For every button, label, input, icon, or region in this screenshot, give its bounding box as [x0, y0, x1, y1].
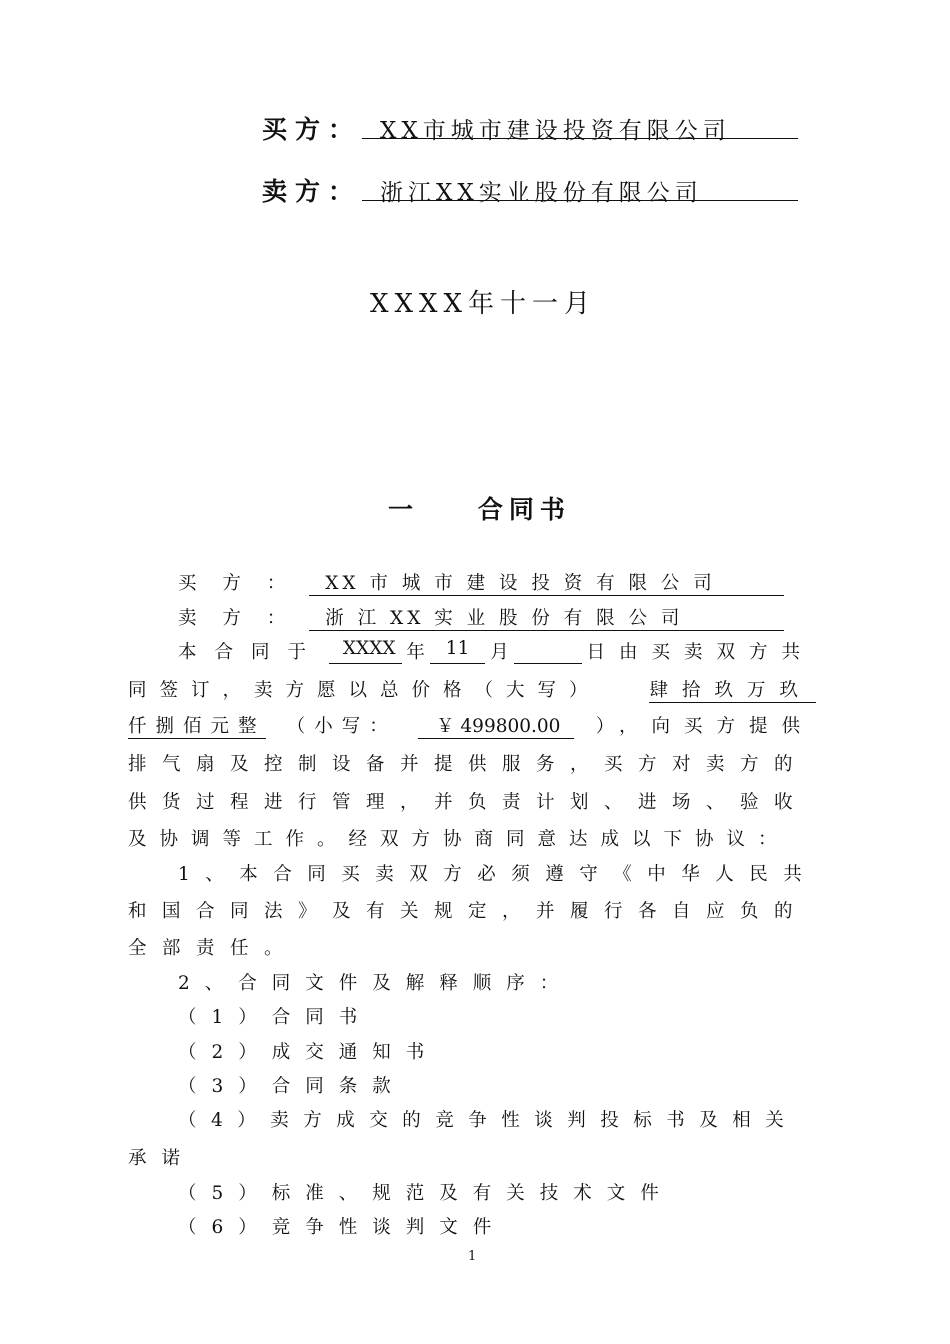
amount-lower: ￥ 499800.00 — [418, 712, 574, 739]
contract-year: XXXX — [329, 638, 402, 664]
body-line6 — [128, 825, 808, 851]
list-item-text: （3）合同条款 — [178, 1076, 406, 1097]
list-item — [178, 1106, 800, 1132]
clause1-text1: 1、本合同买卖双方必须遵守《中华人民共 — [178, 864, 818, 885]
line3-suffix: ），向买方提供 — [595, 716, 814, 737]
line4-text: 排气扇及控制设备并提供服务，买方对卖方的 — [128, 754, 809, 775]
list-item — [178, 1003, 386, 1029]
body-seller-line — [178, 604, 798, 631]
clause1-line2 — [128, 897, 809, 923]
clause1-text3: 全部责任。 — [128, 938, 299, 959]
list-item — [178, 1179, 688, 1205]
list-item-continuation — [128, 1144, 209, 1170]
clause1-text2: 和国合同法》及有关规定，并履行各自应负的 — [128, 901, 809, 922]
list-item-text: （4）卖方成交的竞争性谈判投标书及相关 — [178, 1110, 799, 1131]
intro-prefix: 本合同于 — [178, 642, 325, 663]
list-item-text: （6）竞争性谈判文件 — [178, 1217, 507, 1238]
list-item — [178, 1038, 453, 1064]
cover-buyer-name: XX市城市建设投资有限公司 — [380, 118, 731, 144]
cover-seller-label: 卖方： — [262, 177, 362, 206]
clause1-line1 — [178, 860, 818, 886]
list-item-text: （2）成交通知书 — [178, 1042, 440, 1063]
line3-mid: （小写： — [286, 716, 397, 737]
list-item-text: （1）合同书 — [178, 1007, 373, 1028]
line2-prefix: 同签订，卖方愿以总价格（大写） — [128, 680, 601, 701]
cover-buyer-label: 买方： — [262, 115, 362, 144]
contract-month: 11 — [430, 638, 486, 664]
list-item — [178, 1213, 520, 1239]
year-suffix: 年 — [406, 642, 425, 663]
list-item — [178, 1072, 420, 1098]
body-buyer-line — [178, 569, 798, 596]
body-line4 — [128, 750, 809, 776]
body-buyer-name: XX 市 城 市 建 设 投 资 有 限 公 司 — [309, 569, 784, 596]
list-item-text: 承诺 — [128, 1148, 196, 1169]
body-seller-name: 浙 江 XX 实 业 股 份 有 限 公 司 — [309, 604, 784, 631]
list-item-text: （5）标准、规范及有关技术文件 — [178, 1183, 674, 1204]
amount-upper-part2: 仟捌佰元整 — [128, 712, 266, 739]
body-seller-label: 卖 方 ： — [178, 608, 296, 629]
cover-buyer-underline — [362, 138, 798, 139]
clause2-line — [178, 969, 587, 995]
month-suffix: 月 — [490, 642, 509, 663]
cover-seller-name: 浙江XX实业股份有限公司 — [380, 180, 703, 206]
body-intro-line — [178, 638, 814, 664]
line6-text: 及协调等工作。经双方协商同意达成以下协议： — [128, 829, 790, 850]
amount-upper-part1: 肆拾玖万玖 — [649, 676, 816, 703]
body-line2 — [128, 676, 816, 703]
body-line3 — [128, 712, 814, 739]
cover-date: XXXX年十一月 — [370, 289, 597, 319]
body-line5 — [128, 788, 809, 814]
page-number: 1 — [468, 1249, 477, 1264]
day-suffix: 日由买卖双方共 — [586, 642, 814, 663]
cover-seller-underline — [362, 200, 798, 201]
contract-day — [514, 638, 582, 664]
body-buyer-label: 买 方 ： — [178, 573, 296, 594]
clause2-text: 2、合同文件及解释顺序： — [178, 973, 574, 994]
clause1-line3 — [128, 934, 312, 960]
section-title: 一 合同书 — [388, 495, 571, 524]
line5-text: 供货过程进行管理，并负责计划、进场、验收 — [128, 792, 809, 813]
